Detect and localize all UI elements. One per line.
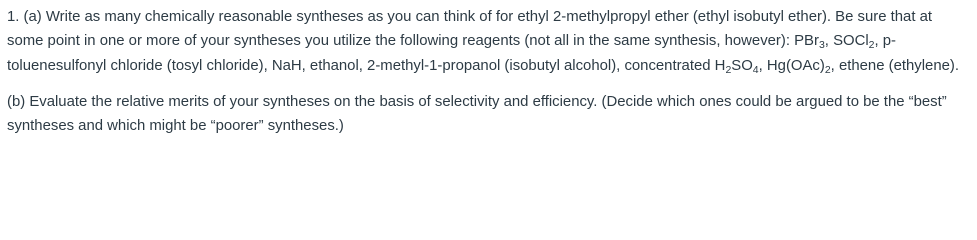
question-part-a — [7, 5, 969, 78]
part-a-text-1: 1. (a) Write as many chemically reasonable syntheses as you can think of for ethyl 2-methylpropyl ether (ethyl isobutyl ether). Be sure that at some point in one or more of your syntheses you utilize the following reagents (not all in the same synthesis, however): PBr — [7, 9, 933, 50]
subscript-2: 2 — [868, 39, 875, 52]
subscript-4: 4 — [752, 63, 759, 76]
question-part-b: (b) Evaluate the relative merits of your syntheses on the basis of selectivity and efficiency. (Decide which ones could be argued to be the “best” syntheses and which might be “poorer” syntheses.) — [7, 93, 947, 135]
part-a-text-6: , ethene (ethylene). — [830, 57, 959, 74]
part-a-text-5: , Hg(OAc) — [758, 57, 825, 74]
subscript-3: 3 — [818, 39, 825, 52]
subscript-2: 2 — [824, 63, 831, 76]
subscript-2: 2 — [725, 63, 732, 76]
part-a-text-4: SO — [731, 57, 753, 74]
part-a-text-2: , SOCl — [824, 33, 869, 50]
part-a-text-3: , p-toluenesulfonyl chloride (tosyl chloride), NaH, ethanol, 2-methyl-1-propanol (isobutyl alcohol), concentrated H — [7, 33, 897, 74]
